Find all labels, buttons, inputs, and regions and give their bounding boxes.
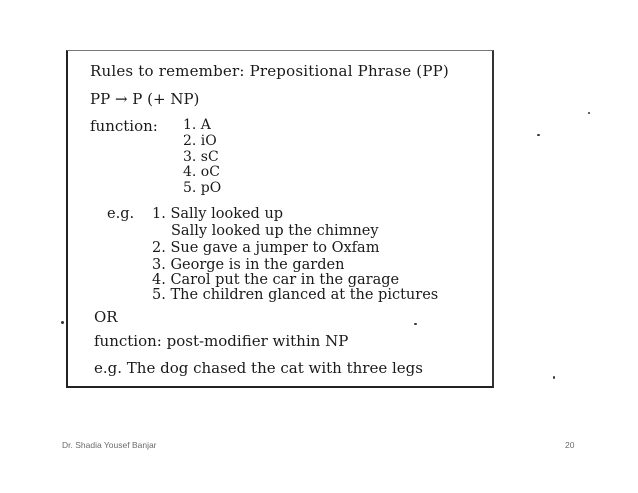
page-number: 20 <box>565 440 575 450</box>
example-line: Sally looked up the chimney <box>171 223 379 239</box>
function-item: 5. pO <box>183 180 222 196</box>
scan-speck <box>61 321 64 324</box>
or-label: OR <box>94 308 118 326</box>
example-line: 2. Sue gave a jumper to Oxfam <box>152 240 380 256</box>
example-line: 3. George is in the garden <box>152 257 345 273</box>
function-item: 4. oC <box>183 164 220 180</box>
example-post-modifier: e.g. The dog chased the cat with three legs <box>94 359 423 377</box>
function-item: 2. iO <box>183 133 217 149</box>
example-line: 4. Carol put the car in the garage <box>152 272 400 288</box>
function-label: function: <box>90 117 158 135</box>
pp-rule: PP → P (+ NP) <box>90 90 200 108</box>
scan-speck <box>537 134 540 136</box>
scan-speck <box>553 376 555 379</box>
example-label: e.g. <box>107 206 135 222</box>
footer-author: Dr. Shadia Yousef Banjar <box>62 440 157 450</box>
function-item: 3. sC <box>183 149 219 165</box>
example-line: 1. Sally looked up <box>152 206 284 222</box>
scan-speck <box>414 323 417 325</box>
example-line: 5. The children glanced at the pictures <box>152 287 439 303</box>
function-item: 1. A <box>183 117 211 133</box>
rule-box-title: Rules to remember: Prepositional Phrase (PP) <box>90 62 449 80</box>
function-post-modifier: function: post-modifier within NP <box>94 332 349 350</box>
scan-speck <box>588 112 590 114</box>
